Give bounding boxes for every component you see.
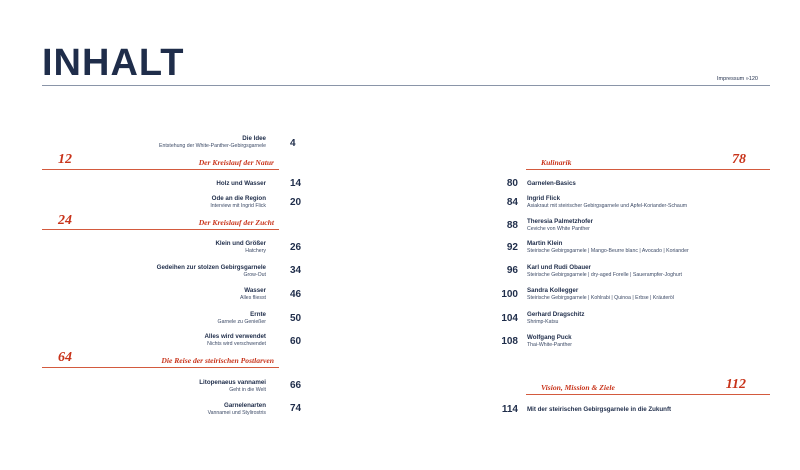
entry-title: Sandra Kollegger — [527, 287, 579, 294]
toc-entry-gedeihen[interactable] — [157, 264, 266, 279]
entry-subtitle: Garnele zu Genießer — [217, 319, 266, 325]
entry-subtitle: Interview mit Ingrid Flick — [210, 203, 266, 209]
entry-subtitle: Shrimp-Katsu — [527, 319, 559, 325]
toc-entry-litopenaeus[interactable] — [199, 379, 266, 394]
section-rule — [42, 367, 279, 368]
section-rule — [526, 169, 770, 170]
toc-entry-ode-an-die-region[interactable] — [210, 195, 266, 210]
page-number: 96 — [506, 265, 518, 276]
page-number: 74 — [290, 403, 302, 414]
section-title: Kulinarik — [541, 158, 572, 167]
page-number: 14 — [290, 178, 302, 189]
page-number: 50 — [290, 313, 302, 324]
entry-title: Gerhard Dragschitz — [527, 311, 585, 318]
entry-title: Gedeihen zur stolzen Gebirgsgarnele — [156, 264, 266, 271]
toc-entry-holz-und-wasser[interactable] — [216, 180, 266, 188]
entry-subtitle: Alles fliesst — [240, 295, 266, 301]
entry-title: Alles wird verwendet — [204, 333, 266, 340]
section-number: 24 — [58, 213, 72, 228]
page-number: 80 — [506, 178, 518, 189]
section-number: 12 — [58, 152, 72, 167]
entry-subtitle: Thai-White-Panther — [527, 342, 572, 348]
page-number: 46 — [290, 289, 302, 300]
entry-title: Holz und Wasser — [216, 180, 266, 187]
page-number: 88 — [506, 220, 518, 231]
entry-title: Litopenaeus vannamei — [199, 379, 266, 386]
entry-subtitle: Ceviche von White Panther — [527, 226, 590, 232]
entry-subtitle: Asiakraut mit steirischer Gebirgsgarnele und Apfel-Koriander-Schaum — [527, 203, 688, 209]
toc-entry-ingrid-flick[interactable] — [527, 195, 687, 210]
entry-title: Mit der steirischen Gebirgsgarnele in die Zukunft — [527, 406, 672, 413]
section-number: 78 — [732, 152, 746, 167]
impressum-link[interactable]: Impressum »120 — [717, 76, 758, 82]
toc-entry-zukunft[interactable] — [527, 406, 671, 414]
toc-entry-garnelen-basics[interactable] — [527, 180, 576, 188]
page-number: 104 — [501, 313, 518, 324]
entry-subtitle: Entstehung der White-Panther-Gebirgsgarnele — [159, 143, 266, 149]
toc-entry-gerhard-dragschitz[interactable] — [527, 311, 584, 326]
entry-title: Theresia Palmetzhofer — [527, 218, 594, 225]
toc-entry-theresia-palmetzhofer[interactable] — [527, 218, 593, 233]
section-title: Vision, Mission & Ziele — [541, 383, 615, 392]
entry-title: Ingrid Flick — [527, 195, 561, 202]
toc-entry-klein-und-groesser[interactable] — [215, 240, 266, 255]
entry-title: Ode an die Region — [211, 195, 266, 202]
page-number: 4 — [290, 138, 296, 149]
entry-subtitle: Nichts wird verschwendet — [207, 341, 266, 347]
page-number: 108 — [501, 336, 518, 347]
entry-subtitle: Steirische Gebirgsgarnele | Mango-Beurre blanc | Avocado | Koriander — [527, 248, 689, 254]
title-rule — [42, 85, 770, 86]
entry-subtitle: Steirische Gebirgsgarnele | dry-aged Forelle | Sauerampfer-Joghurt — [527, 272, 682, 278]
section-rule — [42, 169, 279, 170]
page-number: 20 — [290, 197, 302, 208]
entry-subtitle: Geht in die Welt — [229, 387, 266, 393]
toc-entry-alles-wird-verwendet[interactable] — [204, 333, 266, 348]
entry-title: Klein und Größer — [215, 240, 266, 247]
toc-entry-sandra-kollegger[interactable] — [527, 287, 674, 302]
section-title: Der Kreislauf der Natur — [198, 158, 274, 167]
toc-entry-ernte[interactable] — [218, 311, 266, 326]
section-title: Die Reise der steirischen Postlarven — [161, 356, 274, 365]
entry-subtitle: Vannamei und Stylirostris — [207, 410, 266, 416]
page-number: 92 — [506, 242, 518, 253]
page-number: 114 — [501, 404, 518, 415]
entry-title: Garnelenarten — [224, 402, 266, 409]
toc-entry-wasser[interactable] — [240, 287, 266, 302]
entry-subtitle: Hatchery — [245, 248, 266, 254]
entry-title: Garnelen-Basics — [527, 180, 576, 187]
page-number: 66 — [290, 380, 302, 391]
section-rule — [526, 394, 770, 395]
toc-entry-obauer[interactable] — [527, 264, 682, 279]
page-number: 34 — [290, 265, 302, 276]
page-title: INHALT — [42, 42, 185, 84]
entry-title: Karl und Rudi Obauer — [527, 264, 591, 271]
toc-entry-martin-klein[interactable] — [527, 240, 689, 255]
entry-title: Martin Klein — [527, 240, 563, 247]
entry-title: Wolfgang Puck — [527, 334, 572, 341]
section-title: Der Kreislauf der Zucht — [198, 218, 274, 227]
page-number: 60 — [290, 336, 302, 347]
toc-entry-die-idee[interactable] — [159, 135, 266, 150]
page-number: 100 — [501, 289, 518, 300]
section-number: 64 — [58, 350, 72, 365]
toc-entry-garnelenarten[interactable] — [208, 402, 266, 417]
entry-subtitle: Steirische Gebirgsgarnele | Kohlrabi | Quinoa | Erbse | Kräuteröl — [527, 295, 674, 301]
entry-title: Wasser — [244, 287, 266, 294]
toc-entry-wolfgang-puck[interactable] — [527, 334, 572, 349]
section-rule — [42, 229, 279, 230]
section-number: 112 — [725, 377, 746, 392]
entry-subtitle: Grow-Out — [243, 272, 266, 278]
page-number: 26 — [290, 242, 302, 253]
entry-title: Ernte — [250, 311, 266, 318]
entry-title: Die Idee — [242, 135, 266, 142]
page-number: 84 — [506, 197, 518, 208]
